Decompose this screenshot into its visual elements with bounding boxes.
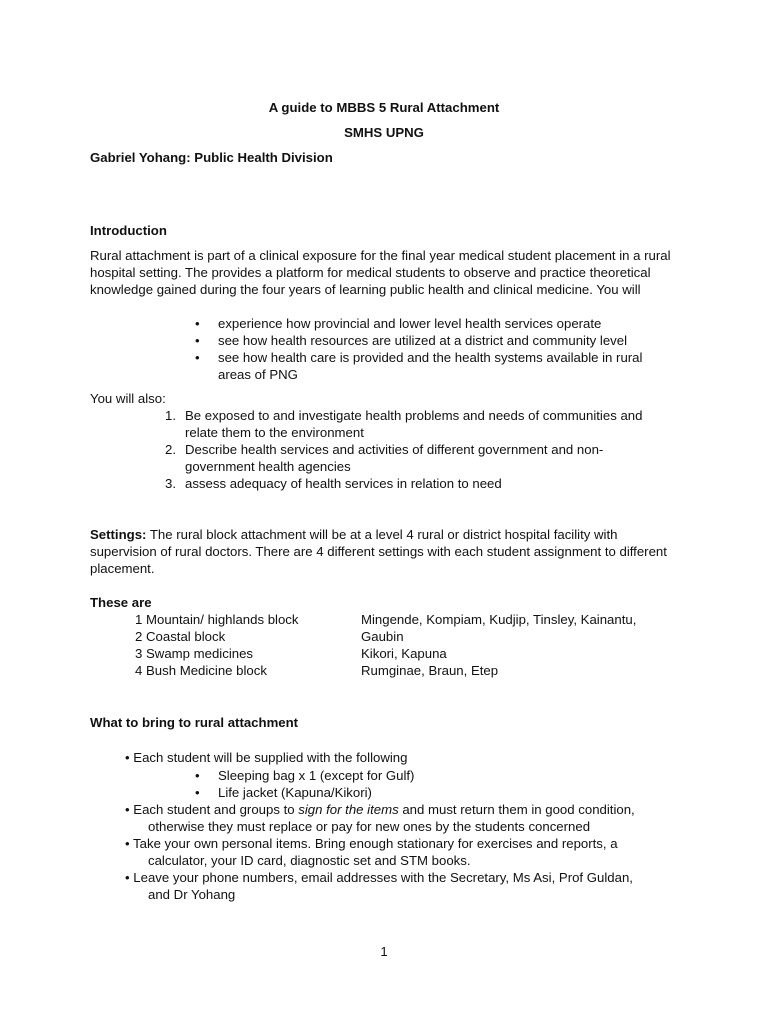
list-number: 2. [165, 442, 176, 457]
list-item: • Take your own personal items. Bring enough stationary for exercises and reports, a [125, 836, 618, 851]
page-number: 1 [380, 944, 388, 959]
introduction-heading: Introduction [90, 223, 167, 238]
author-line: Gabriel Yohang: Public Health Division [90, 150, 333, 165]
list-number: 3. [165, 476, 176, 491]
what-to-bring-heading: What to bring to rural attachment [90, 715, 299, 730]
list-item: see how health resources are utilized at a district and community level [218, 333, 628, 348]
list-item: see how health care is provided and the health systems available in rural areas of PNG [218, 350, 643, 382]
settings-label: Settings: [90, 527, 147, 542]
these-are-heading: These are [90, 595, 152, 610]
list-item-continuation: calculator, your ID card, diagnostic set and STM books. [148, 853, 471, 868]
bullet-icon: • [195, 333, 200, 348]
list-item: experience how provincial and lower level health services operate [218, 316, 602, 331]
list-item: Be exposed to and investigate health problems and needs of communities and relate them to the environment [185, 408, 643, 440]
you-will-also-label: You will also: [90, 391, 166, 406]
settings-paragraph [90, 526, 675, 577]
list-item: • Each student will be supplied with the following [125, 750, 408, 765]
settings-text: The rural block attachment will be at a level 4 rural or district hospital facility with supervision of rural doctors. There are 4 different settings with each student assignment to different placement. [90, 527, 667, 576]
list-item-continuation: and Dr Yohang [148, 887, 236, 902]
block-name: 3 Swamp medicines [135, 646, 254, 661]
bullet-icon: • [195, 350, 200, 365]
list-item-continuation: otherwise they must replace or pay for new ones by the students concerned [148, 819, 591, 834]
block-places: Gaubin [361, 629, 404, 644]
block-name: 2 Coastal block [135, 629, 226, 644]
list-item: Describe health services and activities of different government and non-government health agencies [185, 442, 604, 474]
block-places: Mingende, Kompiam, Kudjip, Tinsley, Kainantu, [361, 612, 637, 627]
block-name: 4 Bush Medicine block [135, 663, 267, 678]
list-item: Sleeping bag x 1 (except for Gulf) [218, 768, 415, 783]
block-places: Kikori, Kapuna [361, 646, 447, 661]
introduction-paragraph: Rural attachment is part of a clinical exposure for the final year medical student placement in a rural hospital setting. The provides a platform for medical students to observe and practice theoretical knowledge gained during the four years of learning public health and clinical medicine. You will [90, 248, 671, 297]
bullet-icon: • [195, 768, 200, 783]
list-item: Life jacket (Kapuna/Kikori) [218, 785, 372, 800]
block-name: 1 Mountain/ highlands block [135, 612, 299, 627]
bullet-icon: • [195, 785, 200, 800]
block-places: Rumginae, Braun, Etep [361, 663, 499, 678]
document-title: A guide to MBBS 5 Rural Attachment [268, 100, 500, 115]
list-item: • Leave your phone numbers, email addresses with the Secretary, Ms Asi, Prof Guldan, [125, 870, 633, 885]
bullet-icon: • [195, 316, 200, 331]
document-subtitle: SMHS UPNG [344, 125, 424, 140]
list-item: • Each student and groups to sign for the items and must return them in good condition, [125, 802, 635, 817]
list-number: 1. [165, 408, 176, 423]
list-item: assess adequacy of health services in relation to need [185, 476, 502, 491]
